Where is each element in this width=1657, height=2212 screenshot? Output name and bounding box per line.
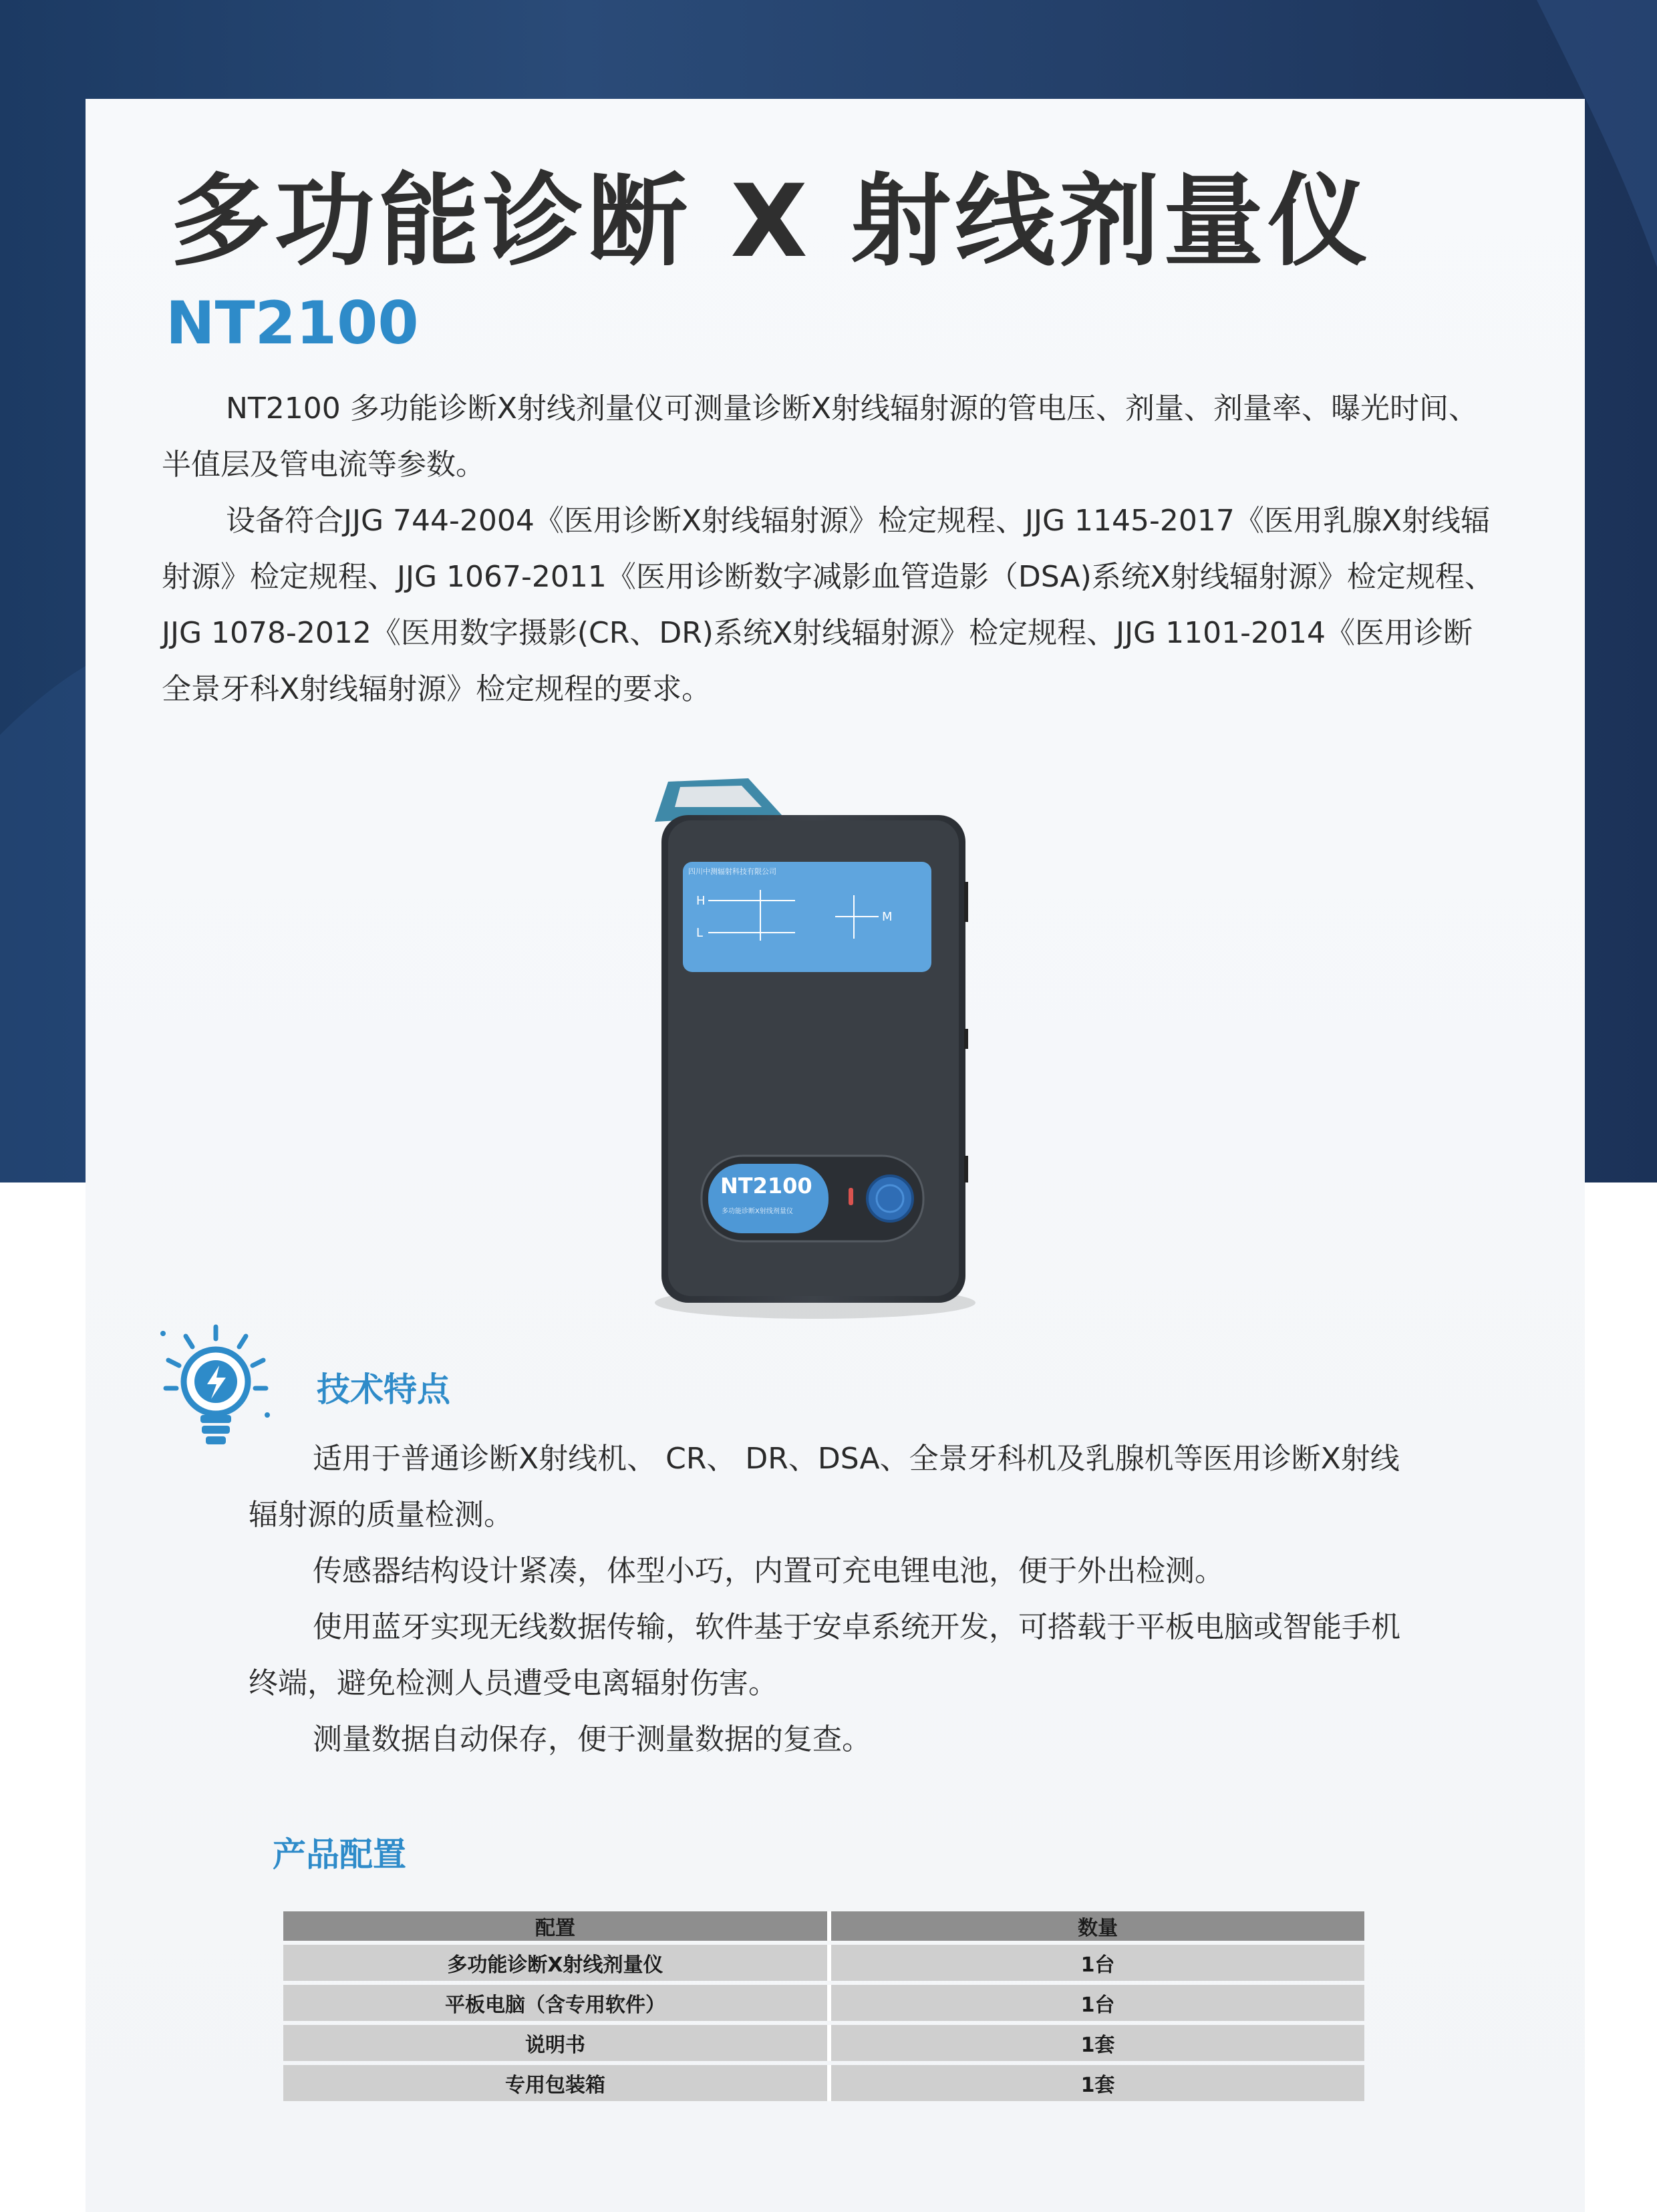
intro-paragraph-1: NT2100 多功能诊断X射线剂量仪可测量诊断X射线辐射源的管电压、剂量、剂量率、曝光时间、半值层及管电流等参数。 <box>162 391 1479 482</box>
config-heading: 产品配置 <box>273 1835 406 1874</box>
table-header-row <box>283 1911 1364 1941</box>
config-item-cell: 平板电脑（含专用软件） <box>283 1985 831 2021</box>
device-screen <box>683 862 931 972</box>
quantity-cell: 1套 <box>831 2025 1364 2061</box>
status-led <box>849 1188 853 1205</box>
page-title: 多功能诊断 X 射线剂量仪 <box>170 164 1372 280</box>
config-item-cell: 专用包装箱 <box>283 2065 831 2101</box>
feature-item: 使用蓝牙实现无线数据传输，软件基于安卓系统开发，可搭载于平板电脑或智能手机终端，避免检测人员遭受电离辐射伤害。 <box>249 1610 1400 1700</box>
feature-item: 测量数据自动保存，便于测量数据的复查。 <box>313 1722 871 1756</box>
dosimeter-device-image <box>641 775 1002 1323</box>
intro-paragraph-2: 设备符合JJG 744-2004《医用诊断X射线辐射源》检定规程、JJG 1145-2017《医用乳腺X射线辐射源》检定规程、JJG 1067-2011《医用诊断数字减影血管造影（DSA)系统X射线辐射源》检定规程、JJG 1078-2012《医用数字摄影(CR、DR)系统X射线辐射源》检定规程、JJG 1101-2014《医用诊断全景牙科X射线辐射源》检定规程的要求。 <box>162 504 1494 706</box>
table-row <box>283 2065 1364 2101</box>
model-number: NT2100 <box>166 289 419 357</box>
screen-company-text: 四川中测辐射科技有限公司 <box>688 867 776 876</box>
config-table <box>283 1907 1364 2105</box>
screen-label-h: H <box>696 894 706 908</box>
features-heading: 技术特点 <box>317 1370 450 1409</box>
badge-subtitle-text: 多功能诊断X射线剂量仪 <box>722 1208 793 1215</box>
screen-label-m: M <box>882 910 893 924</box>
quantity-cell: 1套 <box>831 2065 1364 2101</box>
config-item-cell: 说明书 <box>283 2025 831 2061</box>
table-row <box>283 1985 1364 2021</box>
feature-item: 适用于普通诊断X射线机、 CR、 DR、DSA、全景牙科机及乳腺机等医用诊断X射线辐射源的质量检测。 <box>249 1442 1400 1532</box>
quantity-cell: 1台 <box>831 1945 1364 1981</box>
table-row <box>283 1945 1364 1981</box>
table-row <box>283 2025 1364 2061</box>
column-header-config: 配置 <box>283 1911 831 1941</box>
config-item-cell: 多功能诊断X射线剂量仪 <box>283 1945 831 1981</box>
screen-label-l: L <box>696 926 704 940</box>
power-button[interactable] <box>867 1176 913 1221</box>
quantity-cell: 1台 <box>831 1985 1364 2021</box>
feature-item: 传感器结构设计紧凑，体型小巧，内置可充电锂电池，便于外出检测。 <box>313 1554 1224 1588</box>
badge-model-text: NT2100 <box>720 1173 812 1199</box>
column-header-quantity: 数量 <box>831 1911 1364 1941</box>
